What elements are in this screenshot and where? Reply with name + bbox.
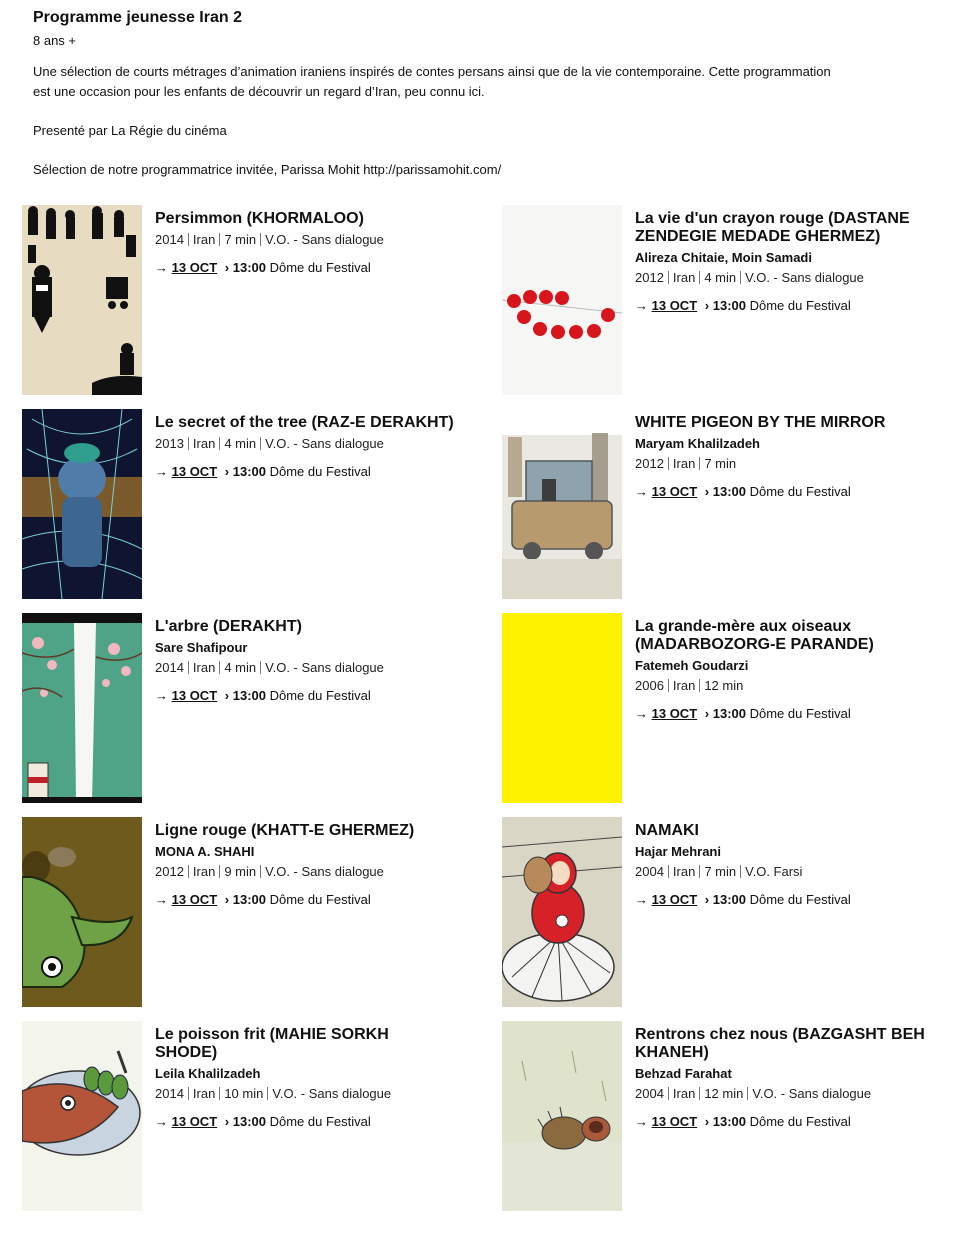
film-director: Sare Shafipour <box>155 640 248 655</box>
film-info <box>635 414 935 501</box>
film-version: V.O. - Sans dialogue <box>265 436 384 451</box>
homecoming-poster-icon <box>502 1021 622 1211</box>
arrow-right-icon: → <box>635 298 648 313</box>
film-info <box>155 618 455 705</box>
screening-session <box>155 463 455 481</box>
arrow-right-icon: → <box>155 892 168 907</box>
session-date-link[interactable]: 13 OCT <box>171 688 218 703</box>
film-meta <box>155 231 455 249</box>
red-line-poster-icon <box>22 817 142 1007</box>
program-description: Une sélection de courts métrages d’animation iraniens inspirés de contes persans ainsi que de la vie contemporaine. Cette programmation est une occasion pour les enfants de découvrir un regard d’Iran, peu connu ici. <box>33 64 831 99</box>
meta-divider <box>260 437 261 450</box>
session-venue: Dôme du Festival <box>269 260 371 275</box>
meta-divider <box>260 233 261 246</box>
curator-credit: Sélection de notre programmatrice invitée, Parissa Mohit http://parissamohit.com/ <box>33 162 502 177</box>
session-date-link[interactable]: 13 OCT <box>171 1114 218 1129</box>
meta-divider <box>219 1087 220 1100</box>
film-thumbnail[interactable] <box>22 613 142 803</box>
red-pencil-poster-icon <box>502 205 622 395</box>
film-version: V.O. - Sans dialogue <box>745 270 864 285</box>
film-duration: 12 min <box>704 1086 744 1101</box>
film-version: V.O. - Sans dialogue <box>265 660 384 675</box>
film-version: V.O. - Sans dialogue <box>752 1086 872 1101</box>
session-time: 13:00 <box>232 688 266 703</box>
film-title[interactable]: Le secret of the tree (RAZ-E DERAKHT) <box>155 414 454 431</box>
screening-session <box>635 705 935 723</box>
meta-divider <box>668 271 669 284</box>
session-time: 13:00 <box>232 1114 266 1129</box>
tree-poster-icon <box>22 613 142 803</box>
arrow-right-icon: → <box>155 688 168 703</box>
film-version: V.O. - Sans dialogue <box>265 864 384 879</box>
film-title[interactable]: Ligne rouge (KHATT-E GHERMEZ) <box>155 822 415 839</box>
meta-divider <box>188 1087 189 1100</box>
film-thumbnail[interactable] <box>502 205 622 395</box>
session-time: 13:00 <box>232 260 266 275</box>
session-date-link[interactable]: 13 OCT <box>171 260 218 275</box>
film-meta <box>635 455 935 473</box>
film-title[interactable]: Le poisson frit (MAHIE SORKH SHODE) <box>155 1026 389 1061</box>
film-info <box>155 414 455 481</box>
film-meta <box>155 435 455 453</box>
screening-session <box>635 1113 935 1131</box>
screening-session <box>155 1113 455 1131</box>
film-year: 2012 <box>155 864 184 879</box>
session-venue: Dôme du Festival <box>269 464 371 479</box>
film-info <box>635 822 935 909</box>
film-year: 2012 <box>635 270 664 285</box>
film-director: Behzad Farahat <box>635 1066 732 1081</box>
arrow-right-icon: → <box>635 1114 648 1129</box>
film-title[interactable]: Persimmon (KHORMALOO) <box>155 210 364 227</box>
meta-divider <box>260 661 261 674</box>
white-pigeon-poster-icon <box>502 409 622 599</box>
chevron-right-icon: › <box>224 260 230 275</box>
tree-secret-poster-icon <box>22 409 142 599</box>
film-duration: 7 min <box>224 232 257 247</box>
session-date-link[interactable]: 13 OCT <box>651 706 698 721</box>
session-venue: Dôme du Festival <box>749 298 851 313</box>
meta-divider <box>188 865 189 878</box>
film-title[interactable]: La vie d'un crayon rouge (DASTANE ZENDEGIE MEDADE GHERMEZ) <box>635 210 910 245</box>
session-time: 13:00 <box>232 892 266 907</box>
screening-session <box>155 891 455 909</box>
meta-divider <box>699 865 700 878</box>
film-item <box>22 613 482 803</box>
meta-divider <box>219 437 220 450</box>
program-header <box>33 8 933 180</box>
film-thumbnail[interactable] <box>502 613 622 803</box>
film-duration: 4 min <box>224 660 257 675</box>
session-time: 13:00 <box>232 464 266 479</box>
film-country: Iran <box>672 864 696 879</box>
film-title[interactable]: Rentrons chez nous (BAZGASHT BEH KHANEH) <box>635 1026 925 1061</box>
film-info <box>155 822 455 909</box>
session-venue: Dôme du Festival <box>749 892 851 907</box>
meta-divider <box>219 233 220 246</box>
chevron-right-icon: › <box>224 1114 230 1129</box>
film-duration: 4 min <box>224 436 257 451</box>
screening-session <box>155 259 455 277</box>
meta-divider <box>260 865 261 878</box>
meta-divider <box>668 679 669 692</box>
film-meta <box>155 1085 455 1103</box>
session-venue: Dôme du Festival <box>269 1114 371 1129</box>
film-info <box>635 210 935 315</box>
arrow-right-icon: → <box>635 484 648 499</box>
film-meta <box>155 863 455 881</box>
film-country: Iran <box>192 436 216 451</box>
persimmon-poster-icon <box>22 205 142 395</box>
screening-session <box>635 483 935 501</box>
film-item <box>502 1021 962 1211</box>
film-item <box>502 817 962 1007</box>
screening-session <box>155 687 455 705</box>
film-item <box>22 205 482 395</box>
session-venue: Dôme du Festival <box>749 1114 851 1129</box>
film-item <box>22 409 482 599</box>
film-item <box>502 613 962 803</box>
chevron-right-icon: › <box>224 688 230 703</box>
session-date-link[interactable]: 13 OCT <box>651 892 698 907</box>
film-info <box>635 1026 935 1131</box>
meta-divider <box>188 661 189 674</box>
session-venue: Dôme du Festival <box>269 688 371 703</box>
chevron-right-icon: › <box>704 706 710 721</box>
session-time: 13:00 <box>712 1114 746 1129</box>
chevron-right-icon: › <box>704 1114 710 1129</box>
meta-divider <box>668 457 669 470</box>
film-country: Iran <box>192 232 216 247</box>
meta-divider <box>740 865 741 878</box>
film-item <box>502 205 962 395</box>
film-thumbnail[interactable] <box>502 817 622 1007</box>
chevron-right-icon: › <box>704 298 710 313</box>
yellow-poster-icon <box>502 613 622 803</box>
film-meta <box>635 1085 935 1103</box>
film-version: V.O. - Sans dialogue <box>265 232 384 247</box>
session-date-link[interactable]: 13 OCT <box>171 892 218 907</box>
session-date-link[interactable]: 13 OCT <box>171 464 218 479</box>
arrow-right-icon: → <box>155 464 168 479</box>
film-year: 2013 <box>155 436 184 451</box>
film-duration: 4 min <box>704 270 737 285</box>
page-title: Programme jeunesse Iran 2 <box>33 9 242 26</box>
meta-divider <box>219 661 220 674</box>
film-info <box>155 1026 455 1131</box>
film-info <box>635 618 935 723</box>
film-country: Iran <box>192 1086 216 1101</box>
film-version: V.O. - Sans dialogue <box>272 1086 392 1101</box>
arrow-right-icon: → <box>635 706 648 721</box>
film-country: Iran <box>192 660 216 675</box>
film-item <box>502 409 962 599</box>
film-director: Leila Khalilzadeh <box>155 1066 261 1081</box>
film-thumbnail[interactable] <box>22 817 142 1007</box>
presented-by: Presenté par La Régie du cinéma <box>33 123 227 138</box>
screening-session <box>635 891 935 909</box>
film-title[interactable]: WHITE PIGEON BY THE MIRROR <box>635 414 886 431</box>
film-title[interactable]: La grande-mère aux oiseaux (MADARBOZORG-E PARANDE) <box>635 618 874 653</box>
meta-divider <box>699 1087 700 1100</box>
film-thumbnail[interactable] <box>502 1021 622 1211</box>
fried-fish-poster-icon <box>22 1021 142 1211</box>
film-director: Hajar Mehrani <box>635 844 721 859</box>
film-year: 2006 <box>635 678 664 693</box>
screening-session <box>635 297 935 315</box>
film-director: Maryam Khalilzadeh <box>635 436 760 451</box>
film-duration: 12 min <box>704 678 744 693</box>
film-thumbnail[interactable] <box>22 1021 142 1211</box>
chevron-right-icon: › <box>224 464 230 479</box>
meta-divider <box>740 271 741 284</box>
film-meta <box>155 659 455 677</box>
film-thumbnail[interactable] <box>22 205 142 395</box>
meta-divider <box>699 457 700 470</box>
film-year: 2014 <box>155 1086 184 1101</box>
meta-divider <box>267 1087 268 1100</box>
film-duration: 9 min <box>224 864 257 879</box>
meta-divider <box>188 233 189 246</box>
film-item <box>22 1021 482 1211</box>
film-duration: 7 min <box>704 864 737 879</box>
arrow-right-icon: → <box>155 260 168 275</box>
session-date-link[interactable]: 13 OCT <box>651 298 698 313</box>
session-time: 13:00 <box>712 892 746 907</box>
film-year: 2004 <box>635 864 664 879</box>
film-info <box>155 210 455 277</box>
meta-divider <box>747 1087 748 1100</box>
meta-divider <box>699 271 700 284</box>
film-director: Alireza Chitaie, Moin Samadi <box>635 250 812 265</box>
film-country: Iran <box>672 270 696 285</box>
meta-divider <box>668 865 669 878</box>
session-date-link[interactable]: 13 OCT <box>651 1114 698 1129</box>
session-date-link[interactable]: 13 OCT <box>651 484 698 499</box>
film-director: MONA A. SHAHI <box>155 844 255 859</box>
session-time: 13:00 <box>712 298 746 313</box>
arrow-right-icon: → <box>155 1114 168 1129</box>
film-duration: 7 min <box>704 456 737 471</box>
film-country: Iran <box>672 678 696 693</box>
film-duration: 10 min <box>224 1086 264 1101</box>
film-year: 2014 <box>155 660 184 675</box>
film-title[interactable]: NAMAKI <box>635 822 699 839</box>
film-year: 2012 <box>635 456 664 471</box>
meta-divider <box>668 1087 669 1100</box>
meta-divider <box>699 679 700 692</box>
chevron-right-icon: › <box>704 484 710 499</box>
film-country: Iran <box>672 456 696 471</box>
session-venue: Dôme du Festival <box>269 892 371 907</box>
film-meta <box>635 269 935 287</box>
film-item <box>22 817 482 1007</box>
film-year: 2014 <box>155 232 184 247</box>
arrow-right-icon: → <box>635 892 648 907</box>
chevron-right-icon: › <box>224 892 230 907</box>
namaki-poster-icon <box>502 817 622 1007</box>
film-meta <box>635 863 935 881</box>
film-country: Iran <box>192 864 216 879</box>
film-year: 2004 <box>635 1086 664 1101</box>
film-thumbnail[interactable] <box>502 409 622 599</box>
session-time: 13:00 <box>712 484 746 499</box>
film-thumbnail[interactable] <box>22 409 142 599</box>
film-country: Iran <box>672 1086 696 1101</box>
chevron-right-icon: › <box>704 892 710 907</box>
film-director: Fatemeh Goudarzi <box>635 658 749 673</box>
film-meta <box>635 677 935 695</box>
film-title[interactable]: L'arbre (DERAKHT) <box>155 618 302 635</box>
session-time: 13:00 <box>712 706 746 721</box>
session-venue: Dôme du Festival <box>749 706 851 721</box>
session-venue: Dôme du Festival <box>749 484 851 499</box>
age-rating: 8 ans + <box>33 33 77 48</box>
meta-divider <box>188 437 189 450</box>
meta-divider <box>219 865 220 878</box>
film-version: V.O. Farsi <box>745 864 803 879</box>
